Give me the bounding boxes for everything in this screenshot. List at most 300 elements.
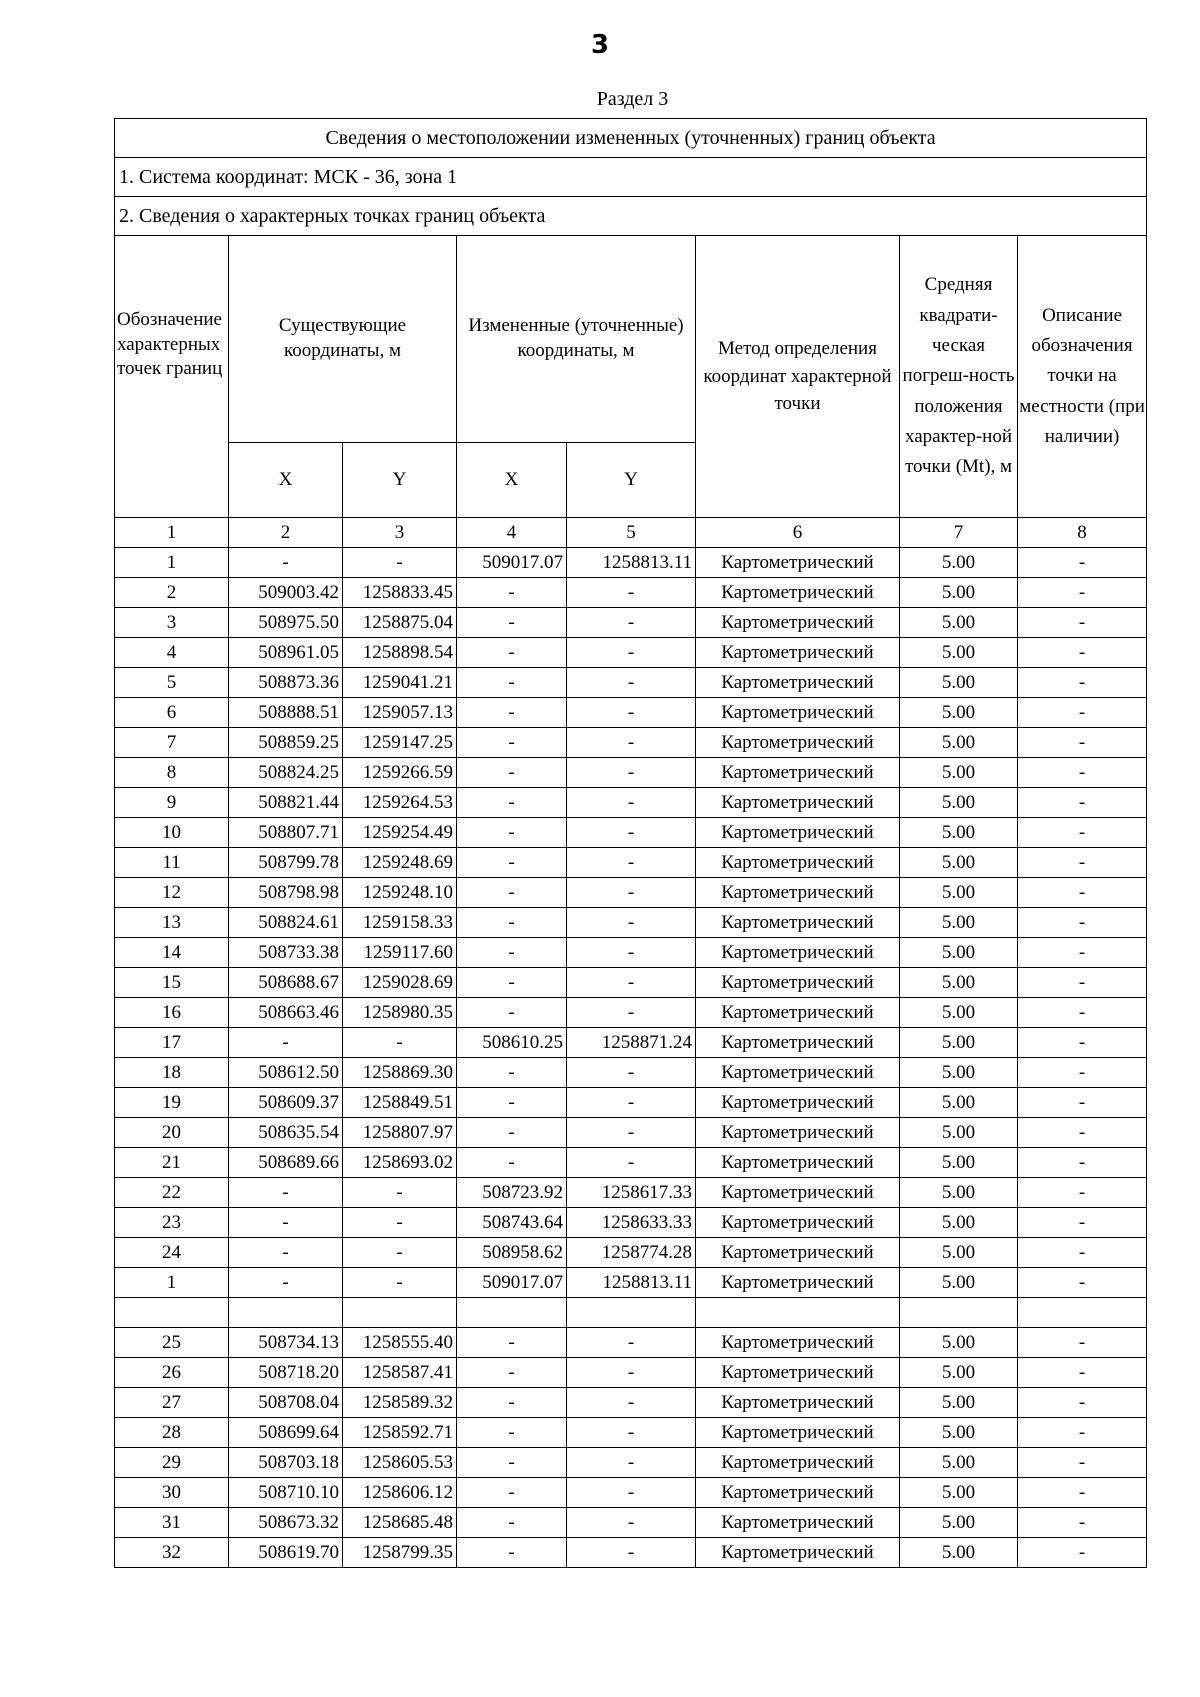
existing-x: [229, 1298, 343, 1328]
method: Картометрический: [696, 998, 900, 1028]
existing-y: 1258980.35: [343, 998, 457, 1028]
method: Картометрический: [696, 788, 900, 818]
changed-y: -: [567, 968, 696, 998]
point-number: 27: [115, 1388, 229, 1418]
error-value: 5.00: [900, 998, 1018, 1028]
method: Картометрический: [696, 1358, 900, 1388]
changed-x: -: [457, 578, 567, 608]
changed-y: -: [567, 578, 696, 608]
existing-y: 1258898.54: [343, 638, 457, 668]
existing-y: 1259147.25: [343, 728, 457, 758]
changed-y: -: [567, 878, 696, 908]
changed-y: -: [567, 1388, 696, 1418]
error-value: 5.00: [900, 1268, 1018, 1298]
table-row: [115, 1058, 1147, 1088]
changed-y: -: [567, 848, 696, 878]
changed-x: -: [457, 1058, 567, 1088]
error-value: 5.00: [900, 698, 1018, 728]
point-description: -: [1018, 1058, 1147, 1088]
existing-x: -: [229, 1028, 343, 1058]
point-number: 1: [115, 548, 229, 578]
existing-y: -: [343, 548, 457, 578]
changed-x: -: [457, 608, 567, 638]
method: Картометрический: [696, 548, 900, 578]
changed-y: -: [567, 908, 696, 938]
point-description: -: [1018, 818, 1147, 848]
changed-x: -: [457, 698, 567, 728]
point-description: -: [1018, 788, 1147, 818]
existing-x: 508873.36: [229, 668, 343, 698]
method: Картометрический: [696, 1118, 900, 1148]
changed-x: -: [457, 1388, 567, 1418]
changed-y: -: [567, 1118, 696, 1148]
error-value: 5.00: [900, 1508, 1018, 1538]
method: Картометрический: [696, 1178, 900, 1208]
table-row: [115, 1028, 1147, 1058]
coordinate-system: 1. Система координат: МСК - 36, зона 1: [115, 158, 1147, 197]
existing-y: -: [343, 1238, 457, 1268]
existing-y: 1259041.21: [343, 668, 457, 698]
point-description: -: [1018, 1478, 1147, 1508]
existing-y: 1258592.71: [343, 1418, 457, 1448]
existing-x: -: [229, 1238, 343, 1268]
point-description: -: [1018, 728, 1147, 758]
error-value: 5.00: [900, 938, 1018, 968]
point-description: -: [1018, 938, 1147, 968]
changed-y: 1258774.28: [567, 1238, 696, 1268]
changed-y: -: [567, 788, 696, 818]
error-value: [900, 1298, 1018, 1328]
existing-x: 508708.04: [229, 1388, 343, 1418]
existing-y: 1259248.10: [343, 878, 457, 908]
column-number-row: [115, 518, 1147, 548]
changed-x: -: [457, 638, 567, 668]
existing-x: 508859.25: [229, 728, 343, 758]
point-number: 6: [115, 698, 229, 728]
header-method: Метод определения координат характерной точки: [696, 236, 900, 518]
changed-x: -: [457, 878, 567, 908]
point-description: -: [1018, 1328, 1147, 1358]
table-title: Сведения о местоположении измененных (уточненных) границ объекта: [115, 119, 1147, 158]
method: Картометрический: [696, 1508, 900, 1538]
changed-x: -: [457, 908, 567, 938]
table-row: [115, 1118, 1147, 1148]
existing-y: 1259248.69: [343, 848, 457, 878]
error-value: 5.00: [900, 578, 1018, 608]
error-value: 5.00: [900, 1328, 1018, 1358]
method: Картометрический: [696, 638, 900, 668]
table-row: [115, 698, 1147, 728]
existing-y: -: [343, 1268, 457, 1298]
existing-x: 508699.64: [229, 1418, 343, 1448]
existing-x: 508609.37: [229, 1088, 343, 1118]
existing-y: 1259028.69: [343, 968, 457, 998]
method: Картометрический: [696, 1478, 900, 1508]
existing-x: -: [229, 1208, 343, 1238]
changed-y: -: [567, 638, 696, 668]
existing-x: 508824.61: [229, 908, 343, 938]
changed-x: 508958.62: [457, 1238, 567, 1268]
point-number: 2: [115, 578, 229, 608]
changed-x: -: [457, 1118, 567, 1148]
error-value: 5.00: [900, 908, 1018, 938]
existing-y: 1259057.13: [343, 698, 457, 728]
existing-x: -: [229, 1268, 343, 1298]
section-label: Раздел 3: [596, 88, 669, 110]
existing-y: 1259117.60: [343, 938, 457, 968]
changed-x: -: [457, 938, 567, 968]
point-number: 28: [115, 1418, 229, 1448]
error-value: 5.00: [900, 608, 1018, 638]
table-row: [115, 1208, 1147, 1238]
table-row: [115, 638, 1147, 668]
error-value: 5.00: [900, 1028, 1018, 1058]
point-number: 23: [115, 1208, 229, 1238]
existing-y: 1258807.97: [343, 1118, 457, 1148]
error-value: 5.00: [900, 548, 1018, 578]
point-description: -: [1018, 1238, 1147, 1268]
existing-x: 508663.46: [229, 998, 343, 1028]
error-value: 5.00: [900, 638, 1018, 668]
changed-x: -: [457, 818, 567, 848]
column-number: 7: [900, 518, 1018, 548]
changed-y: 1258617.33: [567, 1178, 696, 1208]
error-value: 5.00: [900, 728, 1018, 758]
changed-x: 508610.25: [457, 1028, 567, 1058]
method: Картометрический: [696, 758, 900, 788]
coordinates-table: [114, 118, 1147, 1568]
existing-x: 508961.05: [229, 638, 343, 668]
changed-x: -: [457, 1358, 567, 1388]
error-value: 5.00: [900, 1238, 1018, 1268]
changed-y: -: [567, 698, 696, 728]
existing-x: -: [229, 548, 343, 578]
changed-x: -: [457, 1538, 567, 1568]
point-description: -: [1018, 878, 1147, 908]
column-number: 1: [115, 518, 229, 548]
method: Картометрический: [696, 1388, 900, 1418]
method: Картометрический: [696, 1088, 900, 1118]
changed-y: 1258813.11: [567, 1268, 696, 1298]
error-value: 5.00: [900, 1118, 1018, 1148]
changed-x: -: [457, 1088, 567, 1118]
changed-y: 1258813.11: [567, 548, 696, 578]
method: Картометрический: [696, 1238, 900, 1268]
point-number: [115, 1298, 229, 1328]
points-heading: 2. Сведения о характерных точках границ объекта: [115, 197, 1147, 236]
error-value: 5.00: [900, 968, 1018, 998]
method: Картометрический: [696, 1328, 900, 1358]
point-number: 11: [115, 848, 229, 878]
point-number: 5: [115, 668, 229, 698]
existing-x: 508619.70: [229, 1538, 343, 1568]
existing-y: 1258685.48: [343, 1508, 457, 1538]
table-row: [115, 1268, 1147, 1298]
existing-y: 1258589.32: [343, 1388, 457, 1418]
point-description: -: [1018, 758, 1147, 788]
changed-x: -: [457, 1448, 567, 1478]
table-row: [115, 728, 1147, 758]
changed-x: 509017.07: [457, 1268, 567, 1298]
table-row: [115, 1448, 1147, 1478]
changed-y: [567, 1298, 696, 1328]
changed-x: -: [457, 848, 567, 878]
error-value: 5.00: [900, 1178, 1018, 1208]
table-row: [115, 548, 1147, 578]
changed-y: -: [567, 1358, 696, 1388]
existing-y: 1259254.49: [343, 818, 457, 848]
point-description: -: [1018, 638, 1147, 668]
error-value: 5.00: [900, 758, 1018, 788]
table-row: [115, 1418, 1147, 1448]
column-number: 2: [229, 518, 343, 548]
table-row: [115, 758, 1147, 788]
existing-x: 508612.50: [229, 1058, 343, 1088]
point-description: -: [1018, 1358, 1147, 1388]
table-row: [115, 1388, 1147, 1418]
existing-y: 1258587.41: [343, 1358, 457, 1388]
changed-x: -: [457, 728, 567, 758]
error-value: 5.00: [900, 668, 1018, 698]
error-value: 5.00: [900, 1388, 1018, 1418]
point-description: -: [1018, 1208, 1147, 1238]
point-number: 18: [115, 1058, 229, 1088]
table-row: [115, 608, 1147, 638]
header-existing-coordinates: Существующие координаты, м: [229, 236, 457, 443]
table-row: [115, 668, 1147, 698]
table-row: [115, 1508, 1147, 1538]
table-row: [115, 1088, 1147, 1118]
existing-y: 1258693.02: [343, 1148, 457, 1178]
table-row: [115, 968, 1147, 998]
existing-y: [343, 1298, 457, 1328]
table-row: [115, 1478, 1147, 1508]
point-number: 20: [115, 1118, 229, 1148]
table-row: [115, 878, 1147, 908]
point-description: -: [1018, 1538, 1147, 1568]
changed-x: -: [457, 1328, 567, 1358]
changed-y: -: [567, 1448, 696, 1478]
point-number: 17: [115, 1028, 229, 1058]
existing-y: 1258606.12: [343, 1478, 457, 1508]
point-number: 25: [115, 1328, 229, 1358]
changed-y: -: [567, 998, 696, 1028]
header-changed-coordinates: Измененные (уточненные) координаты, м: [457, 236, 696, 443]
existing-x: 508798.98: [229, 878, 343, 908]
changed-x: -: [457, 1418, 567, 1448]
point-number: 31: [115, 1508, 229, 1538]
error-value: 5.00: [900, 1358, 1018, 1388]
changed-y: -: [567, 758, 696, 788]
error-value: 5.00: [900, 1208, 1018, 1238]
table-row: [115, 1328, 1147, 1358]
point-number: 19: [115, 1088, 229, 1118]
error-value: 5.00: [900, 788, 1018, 818]
column-number: 8: [1018, 518, 1147, 548]
point-number: 24: [115, 1238, 229, 1268]
point-description: -: [1018, 698, 1147, 728]
method: Картометрический: [696, 968, 900, 998]
existing-y: 1258849.51: [343, 1088, 457, 1118]
point-number: 14: [115, 938, 229, 968]
point-number: 21: [115, 1148, 229, 1178]
changed-y: -: [567, 938, 696, 968]
existing-x: 508824.25: [229, 758, 343, 788]
table-row: [115, 1358, 1147, 1388]
point-description: -: [1018, 908, 1147, 938]
header-designation: Обозначение характерных точек границ: [115, 236, 229, 518]
changed-y: -: [567, 1088, 696, 1118]
point-number: 32: [115, 1538, 229, 1568]
method: Картометрический: [696, 848, 900, 878]
header-existing-x: X: [229, 443, 343, 518]
changed-y: -: [567, 1508, 696, 1538]
changed-x: -: [457, 788, 567, 818]
method: Картометрический: [696, 668, 900, 698]
error-value: 5.00: [900, 1538, 1018, 1568]
changed-y: -: [567, 1478, 696, 1508]
existing-x: 508734.13: [229, 1328, 343, 1358]
method: Картометрический: [696, 1418, 900, 1448]
changed-x: 509017.07: [457, 548, 567, 578]
table-row: [115, 848, 1147, 878]
point-description: -: [1018, 1028, 1147, 1058]
existing-x: 508975.50: [229, 608, 343, 638]
existing-y: 1259264.53: [343, 788, 457, 818]
point-description: -: [1018, 998, 1147, 1028]
point-description: -: [1018, 1118, 1147, 1148]
table-row: [115, 1538, 1147, 1568]
column-number: 3: [343, 518, 457, 548]
point-number: 10: [115, 818, 229, 848]
existing-y: -: [343, 1178, 457, 1208]
point-number: 4: [115, 638, 229, 668]
existing-y: 1259266.59: [343, 758, 457, 788]
table-row: [115, 908, 1147, 938]
existing-y: 1259158.33: [343, 908, 457, 938]
changed-x: 508723.92: [457, 1178, 567, 1208]
point-description: -: [1018, 1508, 1147, 1538]
method: Картометрический: [696, 1538, 900, 1568]
point-number: 8: [115, 758, 229, 788]
point-number: 13: [115, 908, 229, 938]
changed-y: -: [567, 608, 696, 638]
method: Картометрический: [696, 728, 900, 758]
existing-x: 508673.32: [229, 1508, 343, 1538]
existing-y: 1258875.04: [343, 608, 457, 638]
changed-x: -: [457, 758, 567, 788]
table-row: [115, 818, 1147, 848]
method: Картометрический: [696, 938, 900, 968]
existing-x: 508821.44: [229, 788, 343, 818]
method: Картометрический: [696, 698, 900, 728]
point-description: -: [1018, 548, 1147, 578]
existing-y: 1258555.40: [343, 1328, 457, 1358]
existing-x: 508799.78: [229, 848, 343, 878]
method: Картометрический: [696, 818, 900, 848]
method: Картометрический: [696, 1028, 900, 1058]
existing-y: 1258833.45: [343, 578, 457, 608]
changed-y: -: [567, 818, 696, 848]
changed-x: -: [457, 998, 567, 1028]
error-value: 5.00: [900, 1088, 1018, 1118]
method: Картометрический: [696, 908, 900, 938]
method: Картометрический: [696, 1148, 900, 1178]
column-number: 4: [457, 518, 567, 548]
existing-x: 508733.38: [229, 938, 343, 968]
header-changed-x: X: [457, 443, 567, 518]
point-number: 9: [115, 788, 229, 818]
changed-y: 1258871.24: [567, 1028, 696, 1058]
table-row: [115, 1298, 1147, 1328]
method: Картометрический: [696, 578, 900, 608]
changed-x: -: [457, 1508, 567, 1538]
error-value: 5.00: [900, 1418, 1018, 1448]
point-number: 16: [115, 998, 229, 1028]
existing-y: -: [343, 1208, 457, 1238]
changed-x: -: [457, 1478, 567, 1508]
point-number: 3: [115, 608, 229, 638]
changed-x: [457, 1298, 567, 1328]
method: Картометрический: [696, 608, 900, 638]
existing-x: 508710.10: [229, 1478, 343, 1508]
existing-x: 508718.20: [229, 1358, 343, 1388]
point-description: -: [1018, 668, 1147, 698]
error-value: 5.00: [900, 878, 1018, 908]
changed-y: -: [567, 1538, 696, 1568]
existing-y: -: [343, 1028, 457, 1058]
existing-x: 508703.18: [229, 1448, 343, 1478]
table-row: [115, 998, 1147, 1028]
table-row: [115, 578, 1147, 608]
table-row: [115, 788, 1147, 818]
point-description: -: [1018, 578, 1147, 608]
method: Картометрический: [696, 1058, 900, 1088]
method: Картометрический: [696, 878, 900, 908]
point-description: -: [1018, 1268, 1147, 1298]
point-description: -: [1018, 1418, 1147, 1448]
table-row: [115, 1148, 1147, 1178]
table-row: [115, 1178, 1147, 1208]
point-description: -: [1018, 1088, 1147, 1118]
existing-y: 1258605.53: [343, 1448, 457, 1478]
changed-y: -: [567, 1328, 696, 1358]
changed-y: -: [567, 728, 696, 758]
method: [696, 1298, 900, 1328]
error-value: 5.00: [900, 1478, 1018, 1508]
point-description: -: [1018, 848, 1147, 878]
existing-x: 508635.54: [229, 1118, 343, 1148]
method: Картометрический: [696, 1448, 900, 1478]
point-number: 7: [115, 728, 229, 758]
table-row: [115, 938, 1147, 968]
existing-x: 508689.66: [229, 1148, 343, 1178]
method: Картометрический: [696, 1208, 900, 1238]
point-description: [1018, 1298, 1147, 1328]
existing-x: 508888.51: [229, 698, 343, 728]
point-description: -: [1018, 1388, 1147, 1418]
point-description: -: [1018, 608, 1147, 638]
page-number: 3: [590, 30, 610, 60]
error-value: 5.00: [900, 1058, 1018, 1088]
point-number: 12: [115, 878, 229, 908]
header-existing-y: Y: [343, 443, 457, 518]
existing-x: -: [229, 1178, 343, 1208]
existing-x: 508807.71: [229, 818, 343, 848]
method: Картометрический: [696, 1268, 900, 1298]
point-number: 30: [115, 1478, 229, 1508]
error-value: 5.00: [900, 1148, 1018, 1178]
